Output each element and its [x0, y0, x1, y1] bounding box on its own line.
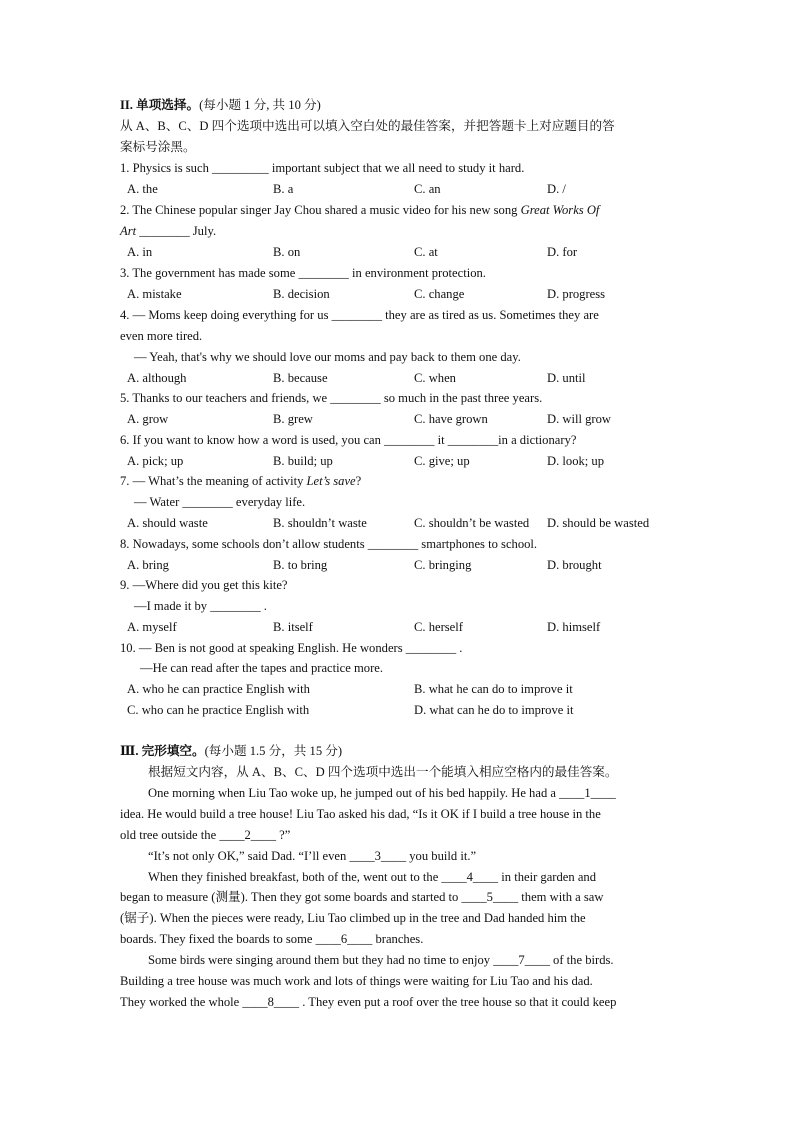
q3-option-a: A. mistake	[127, 287, 182, 301]
q3-option-b: B. decision	[273, 287, 330, 301]
passage-line: old tree outside the ____2____ ?”	[120, 828, 291, 842]
question-7-line1	[120, 474, 361, 489]
q4-option-c: C. when	[414, 371, 456, 385]
q10-option-c: C. who can he practice English with	[127, 703, 310, 717]
question-1: 1. Physics is such _________ important subject that we all need to study it hard.	[120, 161, 525, 175]
section2-note: (每小题 1 分, 共 10 分)	[199, 98, 321, 112]
section3-title: 完形填空。	[141, 744, 205, 758]
passage-line: When they finished breakfast, both of the, went out to the ____4____ in their garden and	[148, 870, 597, 884]
q3-option-c: C. change	[414, 287, 465, 301]
passage-line: Building a tree house was much work and lots of things were waiting for Liu Tao and his dad.	[120, 974, 593, 988]
q1-option-c: C. an	[414, 182, 441, 196]
question-5: 5. Thanks to our teachers and friends, we ________ so much in the past three years.	[120, 391, 543, 405]
q6-option-c: C. give; up	[414, 454, 470, 468]
passage-line: (锯子). When the pieces were ready, Liu Tao climbed up in the tree and Dad handed him the	[120, 911, 586, 925]
q9-option-a: A. myself	[127, 620, 177, 634]
question-2-line1	[120, 203, 599, 218]
q8-option-a: A. bring	[127, 558, 169, 572]
q4-option-d: D. until	[547, 371, 586, 385]
q8-option-c: C. bringing	[414, 558, 472, 572]
section2-heading	[120, 98, 321, 113]
question-9-reply: —I made it by ________ .	[134, 599, 267, 613]
q6-option-b: B. build; up	[273, 454, 333, 468]
q5-option-c: C. have grown	[414, 412, 488, 426]
q7-option-a: A. should waste	[127, 516, 208, 530]
question-10: 10. — Ben is not good at speaking English. He wonders ________ .	[120, 641, 463, 655]
q9-option-c: C. herself	[414, 620, 463, 634]
q5-option-a: A. grow	[127, 412, 169, 426]
q9-option-d: D. himself	[547, 620, 601, 634]
question-3: 3. The government has made some ________ in environment protection.	[120, 266, 486, 280]
section2-roman: II.	[120, 98, 137, 112]
q1-option-a: A. the	[127, 182, 158, 196]
q2-text-end: ________ July.	[136, 224, 217, 238]
q7-text: 7. — What’s the meaning of activity	[120, 474, 307, 488]
q7-option-c: C. shouldn’t be wasted	[414, 516, 530, 530]
passage-line: began to measure (测量). Then they got some boards and started to ____5____ them with a saw	[120, 890, 604, 904]
passage-line: “It’s not only OK,” said Dad. “I’ll even ____3____ you build it.”	[148, 849, 477, 863]
q7-option-d: D. should be wasted	[547, 516, 650, 530]
question-6: 6. If you want to know how a word is used, you can ________ it ________in a dictionary?	[120, 433, 577, 447]
q4-option-a: A. although	[127, 371, 187, 385]
section3-instruction: 根据短文内容，从 A、B、C、D 四个选项中选出一个能填入相应空格内的最佳答案。	[148, 765, 618, 779]
q6-option-a: A. pick; up	[127, 454, 184, 468]
q2-song-title: Great Works Of	[520, 203, 600, 217]
passage-line: idea. He would build a tree house! Liu Tao asked his dad, “Is it OK if I build a tree house in the	[120, 807, 601, 821]
q9-option-b: B. itself	[273, 620, 313, 634]
q2-text: 2. The Chinese popular singer Jay Chou shared a music video for his new song	[120, 203, 521, 217]
q1-option-d: D. /	[547, 182, 566, 196]
passage-line: Some birds were singing around them but they had no time to enjoy ____7____ of the birds.	[148, 953, 614, 967]
q5-option-b: B. grew	[273, 412, 313, 426]
passage-line: boards. They fixed the boards to some ____6____ branches.	[120, 932, 424, 946]
q1-option-b: B. a	[273, 182, 294, 196]
question-7-reply: — Water ________ everyday life.	[134, 495, 306, 509]
question-2-line2	[120, 224, 216, 239]
passage-line: They worked the whole ____8____ . They even put a roof over the tree house so that it could keep	[120, 995, 617, 1009]
section3-heading	[120, 744, 342, 759]
question-4-line2: even more tired.	[120, 329, 203, 343]
section2-title: 单项选择。	[136, 98, 200, 112]
section2-instruction-line2: 案标号涂黑。	[120, 140, 196, 154]
q2-option-c: C. at	[414, 245, 438, 259]
q7-activity-name: Let’s save	[306, 474, 356, 488]
q7-option-b: B. shouldn’t waste	[273, 516, 367, 530]
question-9: 9. —Where did you get this kite?	[120, 578, 288, 592]
q8-option-d: D. brought	[547, 558, 602, 572]
q2-option-b: B. on	[273, 245, 301, 259]
q2-option-a: A. in	[127, 245, 153, 259]
q5-option-d: D. will grow	[547, 412, 612, 426]
q8-option-b: B. to bring	[273, 558, 328, 572]
question-4-reply: — Yeah, that's why we should love our moms and pay back to them one day.	[134, 350, 521, 364]
q10-option-a: A. who he can practice English with	[127, 682, 310, 696]
passage-line: One morning when Liu Tao woke up, he jumped out of his bed happily. He had a ____1____	[148, 786, 616, 800]
q6-option-d: D. look; up	[547, 454, 605, 468]
question-4-line1: 4. — Moms keep doing everything for us ________ they are as tired as us. Sometimes they are	[120, 308, 599, 322]
q7-question-mark: ?	[355, 474, 362, 488]
question-10-reply: —He can read after the tapes and practice more.	[140, 661, 383, 675]
section3-roman: Ⅲ.	[120, 744, 142, 758]
section3-note: (每小题 1.5 分，共 15 分)	[204, 744, 343, 758]
q10-option-b: B. what he can do to improve it	[414, 682, 573, 696]
q4-option-b: B. because	[273, 371, 328, 385]
section2-instruction-line1: 从 A、B、C、D 四个选项中选出可以填入空白处的最佳答案，并把答题卡上对应题目的答	[120, 119, 615, 133]
q10-option-d: D. what can he do to improve it	[414, 703, 574, 717]
q2-option-d: D. for	[547, 245, 578, 259]
q2-song-title-end: Art	[120, 224, 137, 238]
q3-option-d: D. progress	[547, 287, 606, 301]
question-8: 8. Nowadays, some schools don’t allow students ________ smartphones to school.	[120, 537, 538, 551]
